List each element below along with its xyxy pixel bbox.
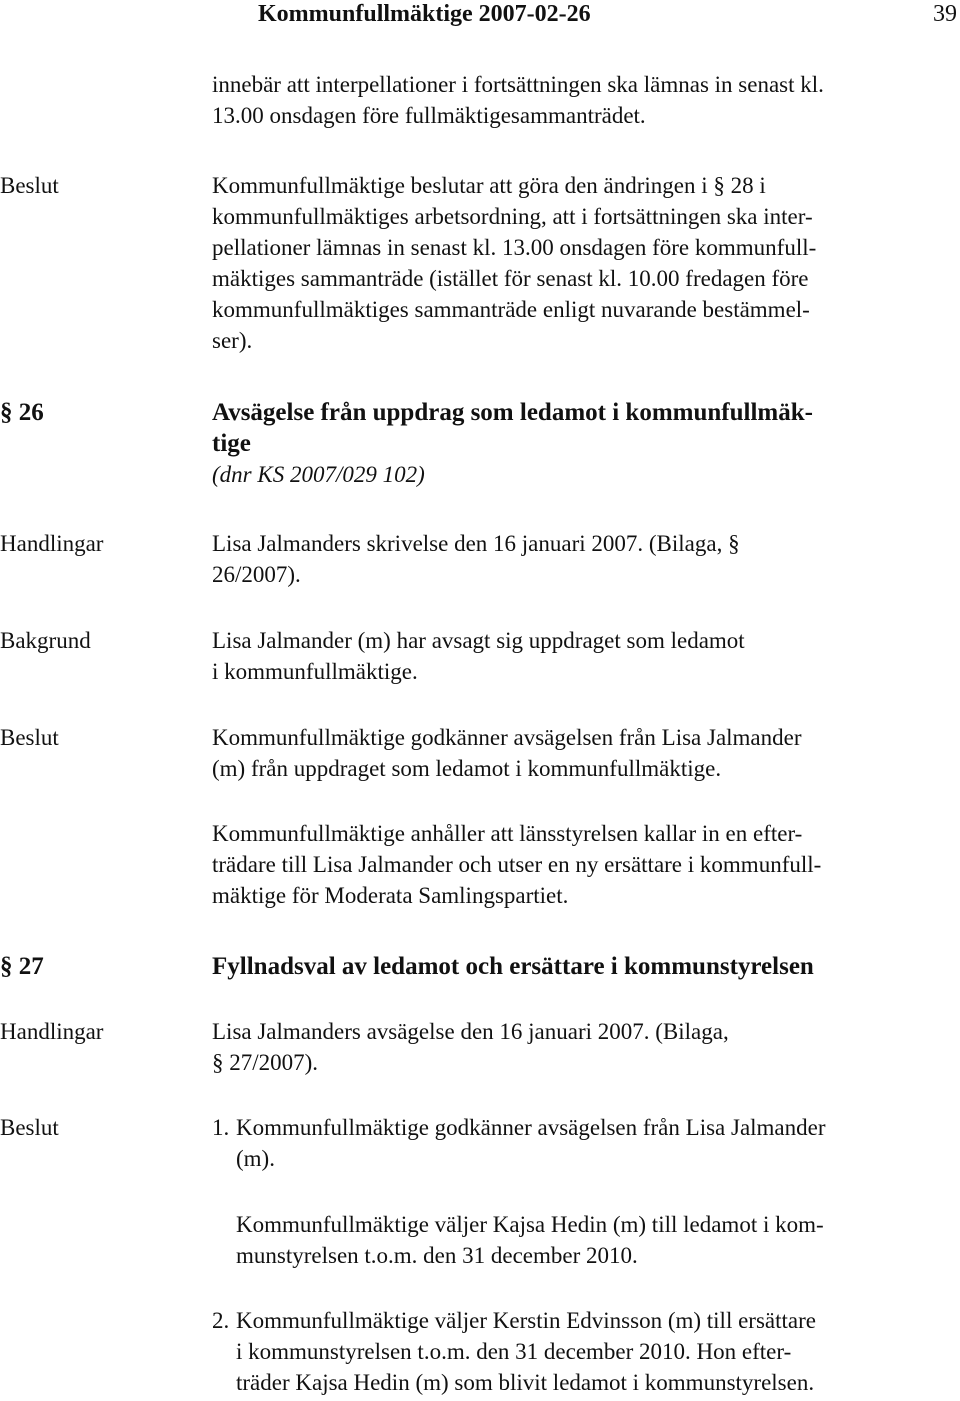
handlingar-paragraph [212, 1016, 729, 1078]
text-line: Lisa Jalmander (m) har avsagt sig uppdraget som ledamot [212, 628, 745, 653]
text-line: Kommunfullmäktige väljer Kerstin Edvinsson (m) till ersättare [236, 1308, 816, 1333]
beslut-paragraph [212, 170, 816, 356]
text-line: § 27/2007). [212, 1050, 319, 1075]
beslut-label: Beslut [0, 173, 59, 198]
section-number-26: § 26 [0, 399, 44, 426]
beslut-label: Beslut [0, 725, 59, 750]
text-line: mäktige för Moderata Samlingspartiet. [212, 883, 569, 908]
section-27-title: Fyllnadsval av ledamot och ersättare i kommunstyrelsen [212, 953, 814, 980]
text-line: Lisa Jalmanders avsägelse den 16 januari 2007. (Bilaga, [212, 1019, 729, 1044]
text-line: Lisa Jalmanders skrivelse den 16 januari 2007. (Bilaga, § [212, 531, 740, 556]
list-item [236, 1112, 826, 1174]
text-line: mäktiges sammanträde (istället för senast kl. 10.00 fredagen före [212, 266, 809, 291]
list-item [236, 1305, 816, 1398]
text-line: Kommunfullmäktige godkänner avsägelsen från Lisa Jalmander [236, 1115, 826, 1140]
section-number-27: § 27 [0, 953, 44, 980]
text-line: kommunfullmäktiges sammanträde enligt nuvarande bestämmel- [212, 297, 810, 322]
text-line: träder Kajsa Hedin (m) som blivit ledamot i kommunstyrelsen. [236, 1370, 815, 1395]
text-line: pellationer lämnas in senast kl. 13.00 onsdagen före kommunfull- [212, 235, 817, 260]
beslut-paragraph-2 [212, 818, 821, 911]
bakgrund-label: Bakgrund [0, 628, 91, 653]
bakgrund-paragraph [212, 625, 745, 687]
text-line: Kommunfullmäktige beslutar att göra den ändringen i § 28 i [212, 173, 766, 198]
text-line: Kommunfullmäktige godkänner avsägelsen från Lisa Jalmander [212, 725, 802, 750]
text-line: 26/2007). [212, 562, 301, 587]
text-line: Kommunfullmäktige anhåller att länsstyrelsen kallar in en efter- [212, 821, 803, 846]
handlingar-label: Handlingar [0, 1019, 104, 1044]
intro-paragraph [212, 69, 824, 131]
beslut-paragraph [212, 722, 802, 784]
handlingar-paragraph [212, 528, 740, 590]
handlingar-label: Handlingar [0, 531, 104, 556]
text-line: kommunfullmäktiges arbetsordning, att i fortsättningen ska inter- [212, 204, 813, 229]
dnr-reference: (dnr KS 2007/029 102) [212, 462, 425, 487]
text-line: (m). [236, 1146, 275, 1171]
text-line: 13.00 onsdagen före fullmäktigesammanträdet. [212, 103, 646, 128]
text-line: Kommunfullmäktige väljer Kajsa Hedin (m) till ledamot i kom- [236, 1212, 824, 1237]
text-line: i kommunfullmäktige. [212, 659, 418, 684]
page-number: 39 [933, 1, 957, 27]
text-line: ser). [212, 328, 253, 353]
section-title-line: Avsägelse från uppdrag som ledamot i kommunfullmäk- [212, 399, 813, 426]
section-26-title [212, 397, 813, 490]
list-item-number: 2. [212, 1308, 230, 1333]
section-title-line: tige [212, 430, 251, 457]
text-line: trädare till Lisa Jalmander och utser en ny ersättare i kommunfull- [212, 852, 822, 877]
text-line: innebär att interpellationer i fortsättningen ska lämnas in senast kl. [212, 72, 824, 97]
page-header-title: Kommunfullmäktige 2007-02-26 [258, 1, 591, 27]
text-line: munstyrelsen t.o.m. den 31 december 2010. [236, 1243, 638, 1268]
text-line: (m) från uppdraget som ledamot i kommunfullmäktige. [212, 756, 722, 781]
beslut-label: Beslut [0, 1115, 59, 1140]
list-item-number: 1. [212, 1115, 230, 1140]
text-line: i kommunstyrelsen t.o.m. den 31 december 2010. Hon efter- [236, 1339, 792, 1364]
list-item-continuation [236, 1209, 824, 1271]
